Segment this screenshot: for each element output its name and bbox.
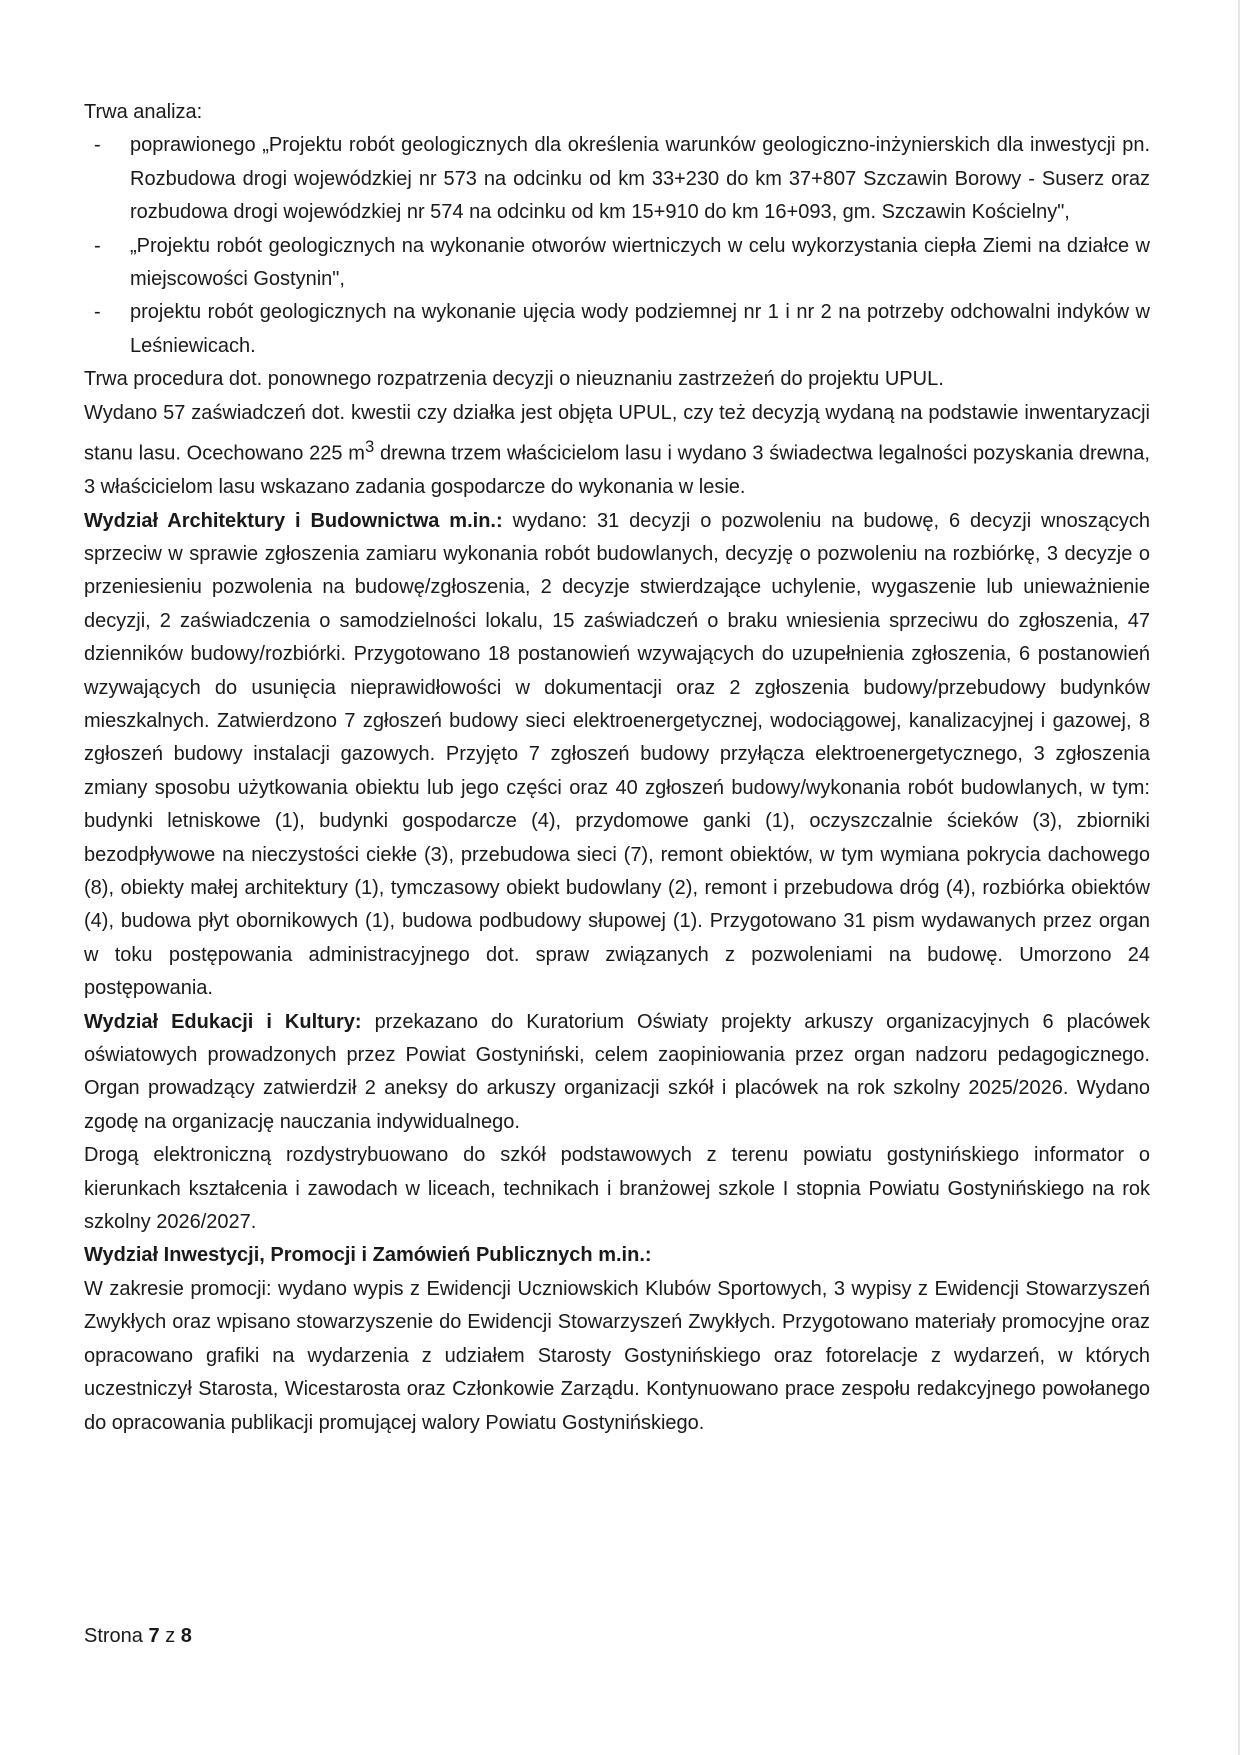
current-page-number: 7 [148, 1625, 160, 1647]
dash-bullet: - [94, 234, 101, 257]
section-text: przekazano do Kuratorium Oświaty projekty arkuszy organizacyjnych 6 placówek oświatowych prowadzonych przez Powiat Gostyniński, celem zaopiniowania przez organ nadzoru pedagogicznego. Organ prowadzący zatwierdził 2 aneksy do arkuszy organizacji szkół i placówek na rok szkolny 2025/2026. Wydano zgodę na organizację nauczania indywidualnego. [84, 1010, 1151, 1133]
superscript: 3 [364, 437, 375, 457]
list-item-text: projektu robót geologicznych na wykonanie ujęcia wody podziemnej nr 1 i nr 2 na potrzeby odchowalni indyków w Leśniewicach. [130, 301, 1150, 357]
list-item [84, 129, 1150, 229]
document-body [84, 96, 1150, 1440]
upul-paragraph: Trwa procedura dot. ponownego rozpatrzenia decyzji o nieuznaniu zastrzeżeń do projektu UPUL. [84, 368, 944, 391]
section-heading: Wydział Inwestycji, Promocji i Zamówień Publicznych m.in.: [84, 1244, 652, 1267]
list-item-text: poprawionego „Projektu robót geologicznych dla określenia warunków geologiczno-inżynierskich dla inwestycji pn. Rozbudowa drogi wojewódzkiej nr 573 na odcinku od km 33+230 do km 37+807 Szczawin Borowy - Suserz oraz rozbudowa drogi wojewódzkiej nr 574 na odcinku od km 15+910 do km 16+093, gm. Szczawin Kościelny", [130, 134, 1150, 224]
analysis-list [84, 129, 1150, 363]
education-paragraph-2: Drogą elektroniczną rozdystrybuowano do szkół podstawowych z terenu powiatu gostynińskiego informator o kierunkach kształcenia i zawodach w liceach, technikach i branżowej szkole I stopnia Powiatu Gostynińskiego na rok szkolny 2026/2027. [84, 1144, 1150, 1234]
analysis-intro: Trwa analiza: [84, 101, 203, 123]
investments-paragraph: W zakresie promocji: wydano wypis z Ewidencji Uczniowskich Klubów Sportowych, 3 wypisy z Ewidencji Stowarzyszeń Zwykłych oraz wpisano stowarzyszenie do Ewidencji Stowarzyszeń Zwykłych. Przygotowano materiały promocyjne oraz opracowano grafiki na wydarzenia z udziałem Starosty Gostynińskiego oraz fotorelacje z wydarzeń, w których uczestniczył Starosta, Wicestarosta oraz Członkowie Zarządu. Kontynuowano prace zespołu redakcyjnego powołanego do opracowania publikacji promującej walory Powiatu Gostynińskiego. [84, 1277, 1150, 1434]
dash-bullet: - [94, 301, 101, 324]
education-paragraph [84, 1006, 1150, 1140]
total-pages-number: 8 [180, 1625, 192, 1647]
dash-bullet: - [94, 134, 101, 157]
list-item [84, 296, 1150, 363]
section-text: wydano: 31 decyzji o pozwoleniu na budowę, 6 decyzji wnoszących sprzeciw w sprawie zgłoszenia zamiaru wykonania robót budowlanych, decyzję o pozwoleniu na rozbiórkę, 3 decyzje o przeniesieniu pozwolenia na budowę/zgłoszenia, 2 decyzje stwierdzające uchylenie, wygaszenie lub unieważnienie decyzji, 2 zaświadczenia o samodzielności lokalu, 15 zaświadczeń o braku wniesienia sprzeciwu do zgłoszenia, 47 dzienników budowy/rozbiórki. Przygotowano 18 postanowień wzywających do uzupełnienia zgłoszenia, 6 postanowień wzywających do usunięcia nieprawidłowości w dokumentacji oraz 2 zgłoszenia budowy/przebudowy budynków mieszkalnych. Zatwierdzono 7 zgłoszeń budowy sieci elektroenergetycznej, wodociągowej, kanalizacyjnej i gazowej, 8 zgłoszeń budowy instalacji gazowych. Przyjęto 7 zgłoszeń budowy przyłącza elektroenergetycznego, 3 zgłoszenia zmiany sposobu użytkowania obiektu lub jego części oraz 40 zgłoszeń budowy/wykonania robót budowlanych, w tym: budynki letniskowe (1), budynki gospodarcze (4), przydomowe ganki (1), oczyszczalnie ścieków (3), zbiorniki bezodpływowe na nieczystości ciekłe (3), przebudowa sieci (7), remont obiektów, w tym wymiana pokrycia dachowego (8), obiekty małej architektury (1), tymczasowy obiekt budowlany (2), remont i przebudowa dróg (4), rozbiórka obiektów (4), budowa płyt obornikowych (1), budowa podbudowy słupowej (1). Przygotowano 31 pism wydawanych przez organ w toku postępowania administracyjnego dot. spraw związanych z pozwoleniami na budowę. Umorzono 24 postępowania. [84, 509, 1150, 1000]
architecture-paragraph [84, 505, 1150, 1006]
page-of-label: z [165, 1625, 176, 1647]
page-label: Strona [84, 1625, 143, 1647]
wood-text-b: drewna trzem właścicielom lasu i wydano 3 świadectwa legalności pozyskania drewna, 3 właścicielom lasu wskazano zadania gospodarcze do wykonania w lesie. [84, 442, 1150, 499]
wood-paragraph [84, 397, 1150, 505]
list-item-text: „Projektu robót geologicznych na wykonanie otworów wiertniczych w celu wykorzystania ciepła Ziemi na działce w miejscowości Gostynin", [130, 234, 1150, 291]
list-item [84, 230, 1150, 297]
section-heading: Wydział Architektury i Budownictwa m.in.: [84, 509, 503, 532]
wood-text-a: Wydano 57 zaświadczeń dot. kwestii czy działka jest objęta UPUL, czy też decyzją wydaną na podstawie inwentaryzacji stanu lasu. Ocechowano 225 m [84, 401, 1150, 465]
page-footer [84, 1622, 192, 1650]
section-heading: Wydział Edukacji i Kultury: [84, 1010, 362, 1033]
